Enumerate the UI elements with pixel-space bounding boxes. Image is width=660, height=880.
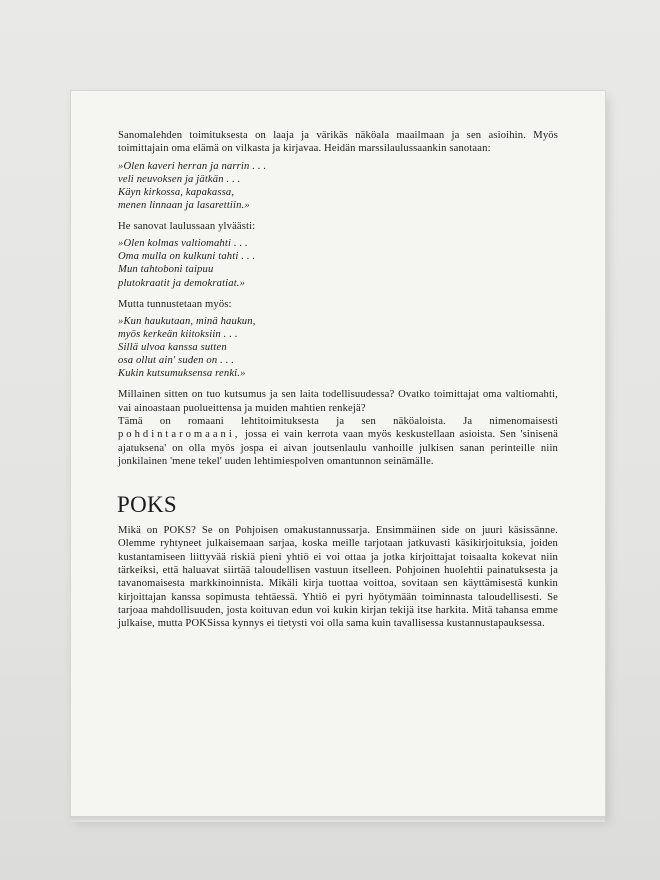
verse-line: Oma mulla on kulkuni tahti . . . [118,251,256,263]
verse-line: veli neuvoksen ja jätkän . . . [118,173,241,185]
intro-paragraph-4: Millainen sitten on tuo kutsumus ja sen laita todellisuudessa? Ovatko toimittajat oma valtiomahti, vai ainoastaan puolueittensa ja muiden mahtien renkejä? [118,389,558,414]
book-bottom-edge [71,816,605,822]
paragraph-5-start: Tämä on romaani lehtitoimituksesta ja sen näköaloista. Ja nimenomaisesti [118,416,558,427]
paragraph-5-end: jossa ei vain kerrota vaan myös keskustellaan asioista. Sen 'sinisenä ajatuksena' on olla myös jospa ei aivan joutsenlaulu vanhoille julkisen sanan perinteille niin jonkilainen 'mene tekel' uuden lehtimiespolven omantunnon seinämälle. [118,429,558,467]
verse-line: »Olen kaveri herran ja narrin . . . [118,160,267,172]
paragraph-5-spaced-word: pohdintaromaani, [118,429,241,441]
intro-paragraph-2: He sanovat laulussaan ylväästi: [118,220,256,232]
verse-3 [118,315,558,380]
verse-line: Mun tahtoboni taipuu [118,264,214,276]
book-back-cover [71,91,605,816]
poks-paragraph: Mikä on POKS? Se on Pohjoisen omakustannussarja. Ensimmäinen side on juuri käsissänne. Olemme ryhtyneet julkaisemaan sarjaa, koska meille tarjotaan jatkuvasti käsikirjoituksia, joiden kustantamiseen liittyvää riskiä pieni yhtiö ei voi ottaa ja jotka kirjoittajat toisaalta kokevat niin tärkeiksi, että haluavat siirtää taloudellisen vastuun itselleen. Pohjoinen huolehtii painatuksesta ja tavanomaisesta markkinoinnista. Mikäli kirja tuottaa voittoa, sovitaan sen käyttämisestä kunkin kirjoittajan kanssa sopimusta tehtäessä. Yhtiö ei pyri hyötymään toiminnasta taloudellisesti. Se tarjoaa mahdollisuuden, josta koituvan edun voi kukin kirjan tekijä itse harkita. Mitä tahansa emme julkaise, mutta POKSissa kynnys ei tietysti voi olla sama kuin tavallisessa kustannustapauksessa. [118,525,558,630]
intro-paragraph-5 [118,415,558,468]
verse-line: osa ollut ain' suden on . . . [118,355,235,367]
verse-2 [118,237,558,289]
verse-line: Kukin kutsumuksensa renki.» [118,368,246,380]
back-cover-text [118,129,558,631]
verse-line: »Olen kolmas valtiomahti . . . [118,238,248,250]
intro-paragraph-1: Sanomalehden toimituksesta on laaja ja värikäs näköala maailmaan ja sen asioihin. Myös toimittajain oma elämä on vilkasta ja kirjavaa. Heidän marssilaulussaankin sanotaan: [118,130,558,155]
verse-line: menen linnaan ja lasarettiin.» [118,199,250,211]
verse-line: »Kun haukutaan, minä haukun, [118,315,256,327]
verse-1 [118,160,558,212]
verse-line: myös kerkeän kiitoksiin . . . [118,329,238,341]
poks-title: POKS [117,492,178,518]
intro-paragraph-3: Mutta tunnustetaan myös: [118,298,232,310]
verse-line: Käyn kirkossa, kapakassa, [118,186,235,198]
verse-line: plutokraatit ja demokratiat.» [118,277,246,289]
verse-line: Sillä ulvoa kanssa sutten [118,342,227,354]
